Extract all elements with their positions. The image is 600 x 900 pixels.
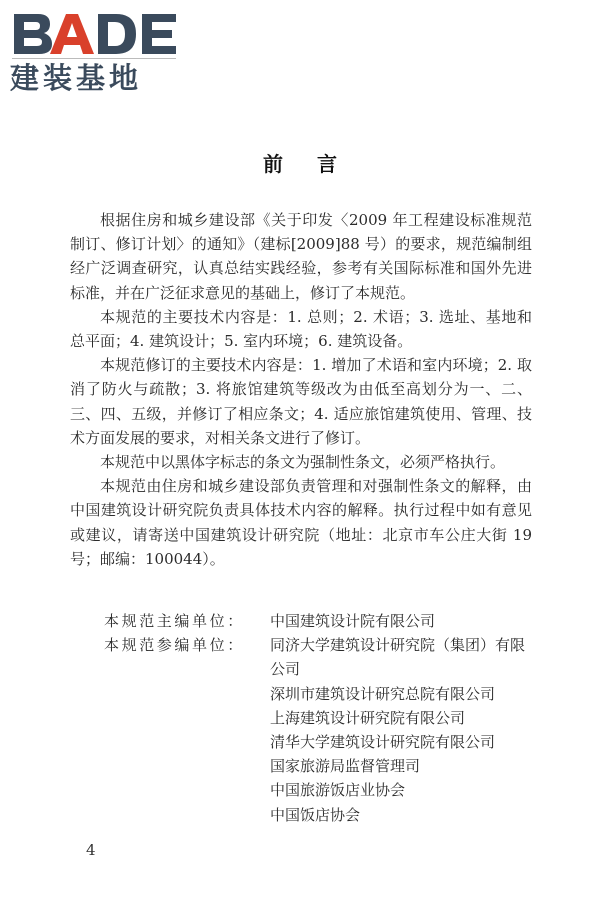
paragraph-revision-contents: 本规范修订的主要技术内容是：1. 增加了术语和室内环境；2. 取消了防火与疏散；3. 将旅馆建筑等级改为由低至高划分为一、二、三、四、五级，并修订了相应条文；4. 适应旅馆建筑使用、管理、技术方面发展的要求，对相关条文进行了修订。 [70, 356, 532, 447]
paragraph-mandatory-clauses: 本规范中以黑体字标志的条文为强制性条文，必须严格执行。 [100, 453, 506, 472]
participants-list [270, 633, 534, 827]
participant-unit: 清华大学建筑设计研究院有限公司 [270, 733, 496, 752]
participant-unit: 中国饭店协会 [270, 805, 361, 824]
logo-divider [12, 58, 176, 59]
participant-unit: 国家旅游局监督管理司 [270, 757, 421, 776]
page-number: 4 [86, 841, 96, 859]
participant-unit: 上海建筑设计研究院有限公司 [270, 708, 466, 727]
chief-editor-label: 本规范主编单位： [104, 612, 245, 630]
paragraph-background: 根据住房和城乡建设部《关于印发〈2009 年工程建设标准规范制订、修订计划〉的通知》（建标[2009]88 号）的要求，规范编制组经广泛调查研究，认真总结实践经验，参考有关国际标准和国外先进标准，并在广泛征求意见的基础上，修订了本规范。 [70, 211, 532, 302]
participant-unit: 深圳市建筑设计研究总院有限公司 [270, 684, 496, 703]
paragraph-administration: 本规范由住房和城乡建设部负责管理和对强制性条文的解释，由中国建筑设计研究院负责具体技术内容的解释。执行过程中如有意见或建议，请寄送中国建筑设计研究院（地址：北京市车公庄大街 19 号；邮编：100044）。 [70, 477, 532, 568]
page-title: 前言 [263, 152, 371, 176]
logo-subtitle: 建装基地 [10, 61, 143, 95]
paragraph-main-contents: 本规范的主要技术内容是：1. 总则；2. 术语；3. 选址、基地和总平面；4. 建筑设计；5. 室内环境；6. 建筑设备。 [70, 307, 532, 351]
participant-unit: 同济大学建筑设计研究院（集团）有限公司 [270, 636, 526, 679]
bade-wordmark [12, 12, 182, 56]
participants-row [104, 633, 534, 827]
preface-body [70, 208, 532, 571]
brand-logo [8, 8, 178, 96]
participants-label: 本规范参编单位： [104, 636, 245, 655]
compiling-units [104, 609, 534, 827]
chief-editor-row [104, 609, 534, 633]
participant-unit: 中国旅游饭店业协会 [270, 781, 406, 800]
chief-editor-unit: 中国建筑设计院有限公司 [270, 612, 436, 630]
